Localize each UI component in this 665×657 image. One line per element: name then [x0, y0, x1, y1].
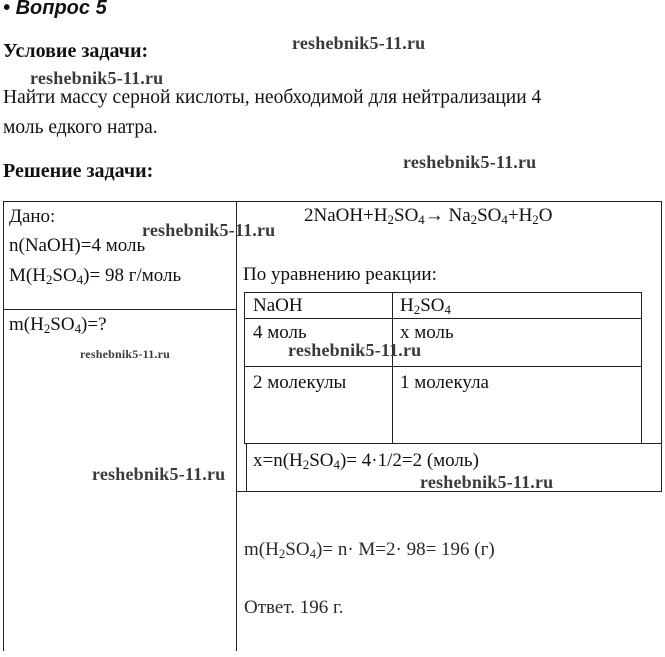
ratio-row2-divider	[244, 443, 662, 444]
given-label: Дано:	[9, 206, 56, 227]
ratio-right-border	[641, 292, 642, 443]
ratio-row2-col1: 2 молекулы	[253, 372, 347, 393]
calc-mass: $m(H_2SO_4)= n\cdot M=2\cdot 98= 196$ (г)	[244, 539, 495, 562]
watermark: reshebnik5-11.ru	[30, 68, 164, 88]
watermark: reshebnik5-11.ru	[80, 347, 170, 361]
table-top-border	[3, 201, 662, 202]
table-left-border	[3, 201, 4, 651]
ratio-col1-header: NaOH	[253, 295, 303, 316]
solution-heading: Решение задачи:	[3, 160, 154, 182]
table-divider	[236, 201, 237, 651]
ratio-col2-header: $H_2SO_4$	[400, 295, 451, 318]
watermark: reshebnik5-11.ru	[420, 472, 554, 492]
watermark: reshebnik5-11.ru	[142, 220, 276, 240]
question-title-text: Вопрос 5	[15, 0, 107, 19]
ratio-top-border	[244, 292, 642, 293]
ratio-row1-col2: x моль	[400, 322, 454, 343]
answer: Ответ. 196 г.	[244, 597, 344, 618]
table-right-border	[661, 201, 662, 491]
question-title	[3, 0, 107, 20]
ratio-row2-col2: 1 молекула	[400, 372, 489, 393]
find-mass: $m(H_2SO_4)=$?	[9, 314, 107, 337]
watermark: reshebnik5-11.ru	[292, 33, 426, 53]
condition-text-line2: моль едкого натра.	[3, 117, 158, 138]
condition-text-line1: Найти массу серной кислоты, необходимой для нейтрализации 4	[3, 87, 542, 108]
ratio-intro: По уравнению реакции:	[243, 264, 437, 285]
ratio-left-border	[244, 292, 245, 443]
given-n-naoh: n(NaOH)=4 моль	[9, 235, 146, 256]
ratio-col-divider	[392, 292, 393, 443]
given-divider	[3, 309, 236, 310]
watermark: reshebnik5-11.ru	[92, 464, 226, 484]
watermark: reshebnik5-11.ru	[288, 340, 422, 360]
ratio-row1-divider	[244, 366, 642, 367]
watermark: reshebnik5-11.ru	[403, 152, 537, 172]
condition-heading: Условие задачи:	[3, 40, 149, 62]
given-molar-mass: $M(H_2SO_4)= 98$ г/моль	[9, 265, 182, 288]
calc-left-border	[246, 443, 247, 491]
ratio-row1-col1: 4 моль	[253, 322, 307, 343]
bullet: •	[3, 0, 11, 19]
reaction-equation: $2NaOH+H_2SO_4\to Na_2SO_4+H_2O$	[304, 205, 553, 228]
calc-x: $x=n(H_2SO_4)= 4\cdot 1/2=2$ (моль)	[253, 450, 479, 473]
